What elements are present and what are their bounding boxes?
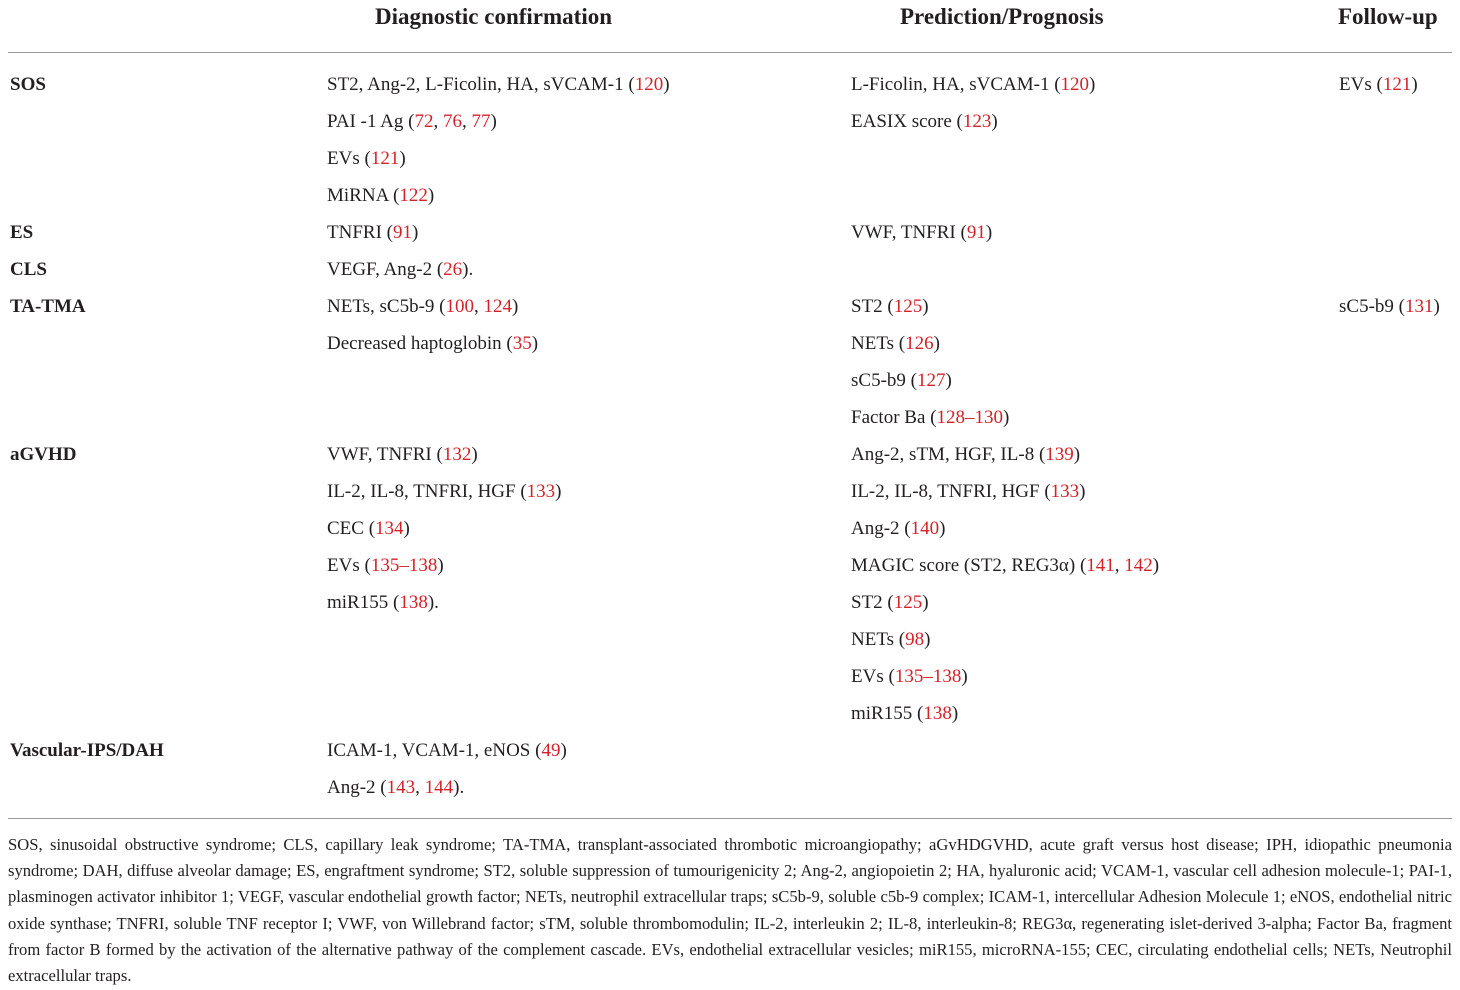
entry-text: sC5-b9 ( bbox=[851, 370, 917, 391]
reference-link[interactable]: 121 bbox=[1382, 74, 1412, 95]
entry-text: NETs, sC5b-9 ( bbox=[327, 296, 446, 317]
prediction-entry bbox=[851, 333, 940, 355]
entry-text: ) bbox=[991, 111, 998, 132]
reference-link[interactable]: 123 bbox=[962, 111, 992, 132]
diagnostic-entry bbox=[327, 148, 406, 170]
entry-text: ST2 ( bbox=[851, 592, 894, 613]
entry-text: PAI -1 Ag ( bbox=[327, 111, 415, 132]
prediction-entry bbox=[851, 555, 1159, 577]
reference-link[interactable]: 122 bbox=[399, 185, 428, 206]
entry-text: ) bbox=[490, 111, 497, 132]
entry-text: EVs ( bbox=[327, 555, 371, 576]
reference-link[interactable]: 127 bbox=[916, 370, 946, 391]
entry-text: ) bbox=[1152, 555, 1160, 576]
reference-link[interactable]: 125 bbox=[893, 592, 923, 613]
entry-text: ) bbox=[945, 370, 952, 391]
entry-text: ST2 ( bbox=[851, 296, 894, 317]
reference-link[interactable]: 143 bbox=[386, 777, 416, 798]
diagnostic-entry bbox=[327, 555, 444, 577]
entry-text: Ang-2 ( bbox=[851, 518, 911, 539]
header-rule bbox=[8, 52, 1452, 53]
entry-text: ) bbox=[471, 444, 478, 465]
diagnostic-entry bbox=[327, 481, 562, 503]
reference-link[interactable]: 138 bbox=[923, 703, 952, 724]
entry-text: , bbox=[1114, 555, 1125, 576]
prediction-entry bbox=[851, 444, 1080, 466]
row-label: Vascular-IPS/DAH bbox=[10, 740, 164, 761]
diagnostic-entry bbox=[327, 259, 473, 281]
entry-text: , bbox=[473, 296, 484, 317]
diagnostic-entry bbox=[327, 333, 538, 355]
reference-link[interactable]: 128–130 bbox=[936, 407, 1003, 428]
entry-text: EASIX score ( bbox=[851, 111, 963, 132]
entry-text: ) bbox=[663, 74, 670, 95]
reference-link[interactable]: 132 bbox=[442, 444, 472, 465]
entry-text: L-Ficolin, HA, sVCAM-1 ( bbox=[851, 74, 1061, 95]
entry-text: Factor Ba ( bbox=[851, 407, 937, 428]
entry-text: EVs ( bbox=[851, 666, 895, 687]
reference-link[interactable]: 131 bbox=[1404, 296, 1434, 317]
reference-link[interactable]: 26 bbox=[443, 259, 463, 280]
entry-text: ) bbox=[1002, 407, 1010, 428]
diagnostic-entry bbox=[327, 74, 670, 96]
entry-text: ). bbox=[427, 592, 439, 613]
prediction-entry bbox=[851, 629, 930, 651]
entry-text: ) bbox=[1433, 296, 1440, 317]
entry-text: ) bbox=[399, 148, 406, 169]
entry-text: ). bbox=[462, 259, 474, 280]
prediction-entry bbox=[851, 111, 998, 133]
entry-text: Ang-2 ( bbox=[327, 777, 387, 798]
footnote: SOS, sinusoidal obstructive syndrome; CLS, capillary leak syndrome; TA-TMA, transplant-associated thrombotic microangiopathy; aGvHDGVHD, acute graft versus host disease; IPH, idiopathic pneumonia syndrome; DAH, diffuse alveolar damage; ES, engraftment syndrome; ST2, soluble suppression of tumourigenicity 2; Ang-2, angiopoietin 2; HA, hyaluronic acid; VCAM-1, vascular cell adhesion molecule-1; PAI-1, plasminogen activator inhibitor 1; VEGF, vascular endothelial growth factor; NETs, neutrophil extracellular traps; sC5b-9, soluble c5b-9 complex; ICAM-1, intercellular Adhesion Molecule 1; eNOS, endothelial nitric oxide synthase; TNFRI, soluble TNF receptor I; VWF, von Willebrand factor; sTM, soluble thrombomodulin; IL-2, interleukin 2; IL-8, interleukin-8; REG3α, regenerating islet-derived 3-alpha; Factor Ba, fragment from factor B formed by the activation of the alternative pathway of the complement cascade. EVs, endothelial extracellular vesicles; miR155, microRNA-155; CEC, circulating endothelial cells; NETs, Neutrophil extracellular traps. bbox=[8, 835, 1452, 986]
diagnostic-entry bbox=[327, 222, 418, 244]
entry-text: ) bbox=[1073, 444, 1081, 465]
followup-entry bbox=[1339, 74, 1418, 96]
entry-text: Decreased haptoglobin ( bbox=[327, 333, 513, 354]
entry-text: ) bbox=[1079, 481, 1086, 502]
entry-text: NETs ( bbox=[851, 333, 906, 354]
reference-link[interactable]: 124 bbox=[483, 296, 512, 317]
followup-entry bbox=[1339, 296, 1440, 318]
entry-text: ) bbox=[411, 222, 419, 243]
entry-text: , bbox=[415, 777, 425, 798]
entry-text: EVs ( bbox=[1339, 74, 1383, 95]
entry-text: VWF, TNFRI ( bbox=[851, 222, 967, 243]
reference-link[interactable]: 72 bbox=[414, 111, 434, 132]
entry-text: VEGF, Ang-2 ( bbox=[327, 259, 444, 280]
entry-text: ) bbox=[560, 740, 567, 761]
entry-text: Ang-2, sTM, HGF, IL-8 ( bbox=[851, 444, 1046, 465]
prediction-entry bbox=[851, 481, 1086, 503]
reference-link[interactable]: 91 bbox=[966, 222, 986, 243]
diagnostic-entry bbox=[327, 518, 410, 540]
prediction-entry bbox=[851, 592, 929, 614]
entry-text: ) bbox=[1411, 74, 1418, 95]
entry-text: ) bbox=[939, 518, 946, 539]
entry-text: ) bbox=[437, 555, 444, 576]
table-header-prediction: Prediction/Prognosis bbox=[900, 4, 1104, 29]
prediction-entry bbox=[851, 222, 992, 244]
reference-link[interactable]: 35 bbox=[512, 333, 532, 354]
entry-text: ) bbox=[924, 629, 931, 650]
reference-link[interactable]: 133 bbox=[526, 481, 556, 502]
prediction-entry bbox=[851, 74, 1095, 96]
prediction-entry bbox=[851, 666, 968, 688]
entry-text: ) bbox=[555, 481, 562, 502]
reference-link[interactable]: 76 bbox=[442, 111, 462, 132]
prediction-entry bbox=[851, 296, 929, 318]
reference-link[interactable]: 125 bbox=[893, 296, 923, 317]
entry-text: ) bbox=[403, 518, 410, 539]
entry-text: , bbox=[433, 111, 443, 132]
row-label: SOS bbox=[10, 74, 46, 95]
reference-link[interactable]: 139 bbox=[1045, 444, 1074, 465]
entry-text: ). bbox=[453, 777, 465, 798]
entry-text: IL-2, IL-8, TNFRI, HGF ( bbox=[851, 481, 1051, 502]
diagnostic-entry bbox=[327, 185, 434, 207]
entry-text: IL-2, IL-8, TNFRI, HGF ( bbox=[327, 481, 527, 502]
entry-text: ICAM-1, VCAM-1, eNOS ( bbox=[327, 740, 542, 761]
entry-text: VWF, TNFRI ( bbox=[327, 444, 443, 465]
entry-text: ) bbox=[922, 592, 929, 613]
table-header-diagnostic: Diagnostic confirmation bbox=[375, 4, 613, 29]
reference-link[interactable]: 135–138 bbox=[894, 666, 962, 687]
entry-text: ) bbox=[427, 185, 435, 206]
entry-text: ) bbox=[1089, 74, 1096, 95]
row-label: TA-TMA bbox=[10, 296, 86, 317]
entry-text: MAGIC score (ST2, REG3α) ( bbox=[851, 555, 1087, 576]
entry-text: ) bbox=[511, 296, 519, 317]
entry-text: CEC ( bbox=[327, 518, 376, 539]
reference-link[interactable]: 144 bbox=[424, 777, 454, 798]
reference-link[interactable]: 77 bbox=[471, 111, 491, 132]
entry-text: miR155 ( bbox=[327, 592, 400, 613]
entry-text: MiRNA ( bbox=[327, 185, 400, 206]
reference-link[interactable]: 140 bbox=[910, 518, 940, 539]
table-header-followup: Follow-up bbox=[1338, 4, 1438, 29]
reference-link[interactable]: 138 bbox=[399, 592, 428, 613]
diagnostic-entry bbox=[327, 444, 478, 466]
entry-text: ) bbox=[961, 666, 968, 687]
reference-link[interactable]: 120 bbox=[1060, 74, 1090, 95]
reference-link[interactable]: 135–138 bbox=[370, 555, 438, 576]
entry-text: NETs ( bbox=[851, 629, 906, 650]
entry-text: TNFRI ( bbox=[327, 222, 393, 243]
reference-link[interactable]: 91 bbox=[392, 222, 412, 243]
prediction-entry bbox=[851, 370, 952, 392]
prediction-entry bbox=[851, 703, 958, 725]
entry-text: , bbox=[461, 111, 472, 132]
entry-text: ) bbox=[985, 222, 993, 243]
entry-text: ) bbox=[922, 296, 929, 317]
entry-text: ) bbox=[951, 703, 959, 724]
reference-link[interactable]: 126 bbox=[905, 333, 934, 354]
row-label: aGVHD bbox=[10, 444, 77, 465]
diagnostic-entry bbox=[327, 740, 567, 762]
diagnostic-entry bbox=[327, 777, 464, 799]
reference-link[interactable]: 98 bbox=[905, 629, 925, 650]
reference-link[interactable]: 134 bbox=[375, 518, 404, 539]
diagnostic-entry bbox=[327, 296, 518, 318]
reference-link[interactable]: 141 bbox=[1086, 555, 1115, 576]
reference-link[interactable]: 133 bbox=[1050, 481, 1080, 502]
entry-text: ST2, Ang-2, L-Ficolin, HA, sVCAM-1 ( bbox=[327, 74, 635, 95]
row-label: CLS bbox=[10, 259, 47, 280]
reference-link[interactable]: 120 bbox=[634, 74, 664, 95]
bottom-rule bbox=[8, 818, 1452, 819]
diagnostic-entry bbox=[327, 592, 439, 614]
entry-text: miR155 ( bbox=[851, 703, 924, 724]
reference-link[interactable]: 49 bbox=[541, 740, 561, 761]
prediction-entry bbox=[851, 407, 1009, 429]
prediction-entry bbox=[851, 518, 945, 540]
diagnostic-entry bbox=[327, 111, 497, 133]
entry-text: sC5-b9 ( bbox=[1339, 296, 1405, 317]
entry-text: EVs ( bbox=[327, 148, 371, 169]
entry-text: ) bbox=[933, 333, 940, 354]
reference-link[interactable]: 142 bbox=[1124, 555, 1153, 576]
row-label: ES bbox=[10, 222, 34, 243]
reference-link[interactable]: 121 bbox=[370, 148, 400, 169]
reference-link[interactable]: 100 bbox=[445, 296, 474, 317]
entry-text: ) bbox=[531, 333, 539, 354]
